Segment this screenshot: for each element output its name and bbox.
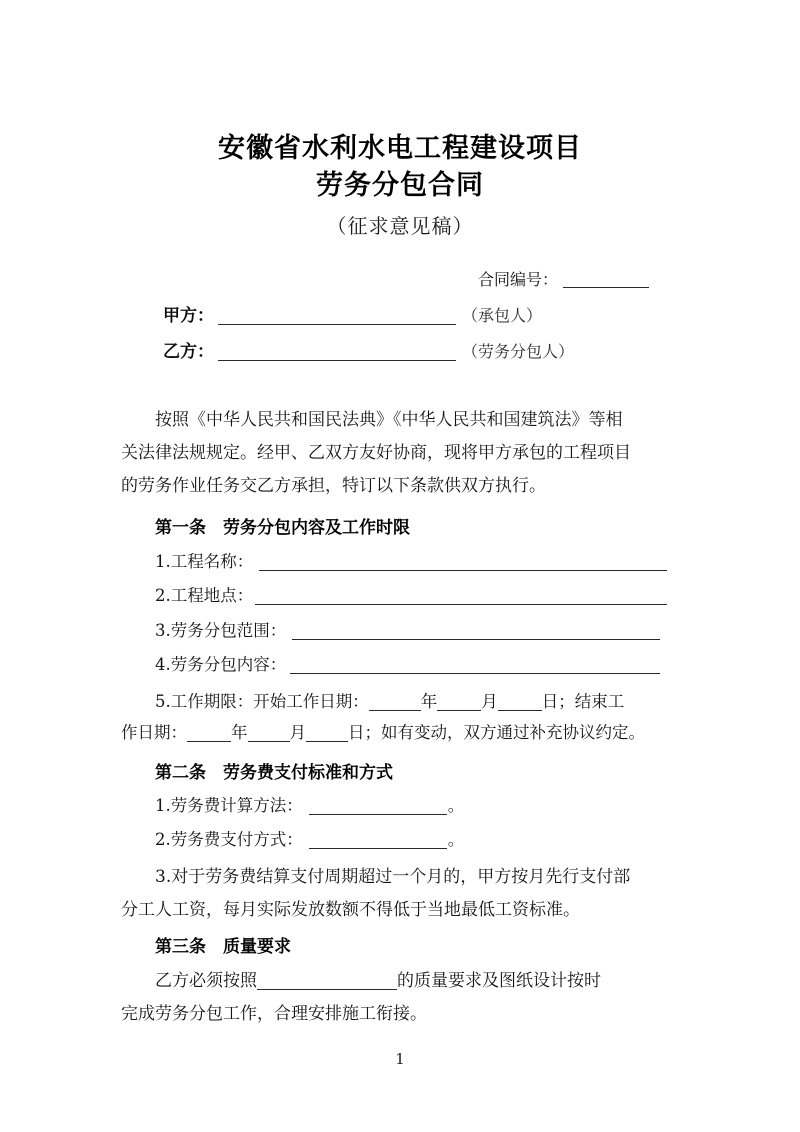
document-subtitle: （征求意见稿） bbox=[326, 214, 474, 238]
article-2-item-3-line-1: 3.对于劳务费结算支付周期超过一个月的，甲方按月先行支付部 bbox=[155, 867, 631, 887]
article-2-heading: 第二条 劳务费支付标准和方式 bbox=[155, 763, 393, 783]
quality-standard-blank[interactable] bbox=[257, 989, 397, 990]
start-year-blank[interactable] bbox=[369, 710, 421, 711]
party-a-note: （承包人） bbox=[462, 306, 543, 325]
article-1-item-1-blank[interactable] bbox=[259, 570, 667, 571]
start-month-unit: 月 bbox=[481, 692, 498, 711]
article-1-item-3 bbox=[155, 617, 660, 645]
article-1-item-1 bbox=[155, 548, 667, 576]
article-1-item-4 bbox=[155, 651, 660, 679]
article-3-line-2: 完成劳务分包工作，合理安排施工衔接。 bbox=[121, 1004, 427, 1024]
article-2-item-2 bbox=[155, 826, 464, 854]
article-1-item-3-blank[interactable] bbox=[292, 639, 660, 640]
contract-number-row bbox=[478, 268, 649, 292]
page-number: 1 bbox=[395, 1050, 405, 1068]
party-b-blank[interactable] bbox=[218, 360, 456, 361]
preamble-line-1: 按照《中华人民共和国民法典》《中华人民共和国建筑法》等相 bbox=[155, 410, 623, 430]
start-day-blank[interactable] bbox=[498, 710, 542, 711]
article-1-item-5-line-2 bbox=[121, 717, 681, 748]
article-3-line-1 bbox=[121, 965, 681, 998]
article-2-item-1-label: 1.劳务费计算方法： bbox=[155, 796, 303, 815]
article-2-item-1-blank[interactable] bbox=[309, 814, 447, 815]
article-1-item-5-prefix: 5.工作期限：开始工作日期： bbox=[155, 692, 369, 711]
contract-number-label: 合同编号： bbox=[478, 270, 559, 289]
article-2-item-1-end: 。 bbox=[447, 796, 465, 815]
article-1-item-2 bbox=[155, 582, 667, 610]
article-3-suffix: 的质量要求及图纸设计按时 bbox=[397, 971, 601, 991]
article-3-body bbox=[121, 965, 681, 1031]
end-year-blank[interactable] bbox=[187, 741, 231, 742]
start-year-unit: 年 bbox=[420, 692, 438, 711]
article-1-item-4-label: 4.劳务分包内容： bbox=[155, 655, 287, 674]
page-title-line-2: 劳务分包合同 bbox=[316, 170, 484, 201]
end-month-blank[interactable] bbox=[248, 741, 290, 742]
preamble-line-2: 关法律法规规定。经甲、乙双方友好协商，现将甲方承包的工程项目 bbox=[121, 443, 631, 463]
preamble-line-3: 的劳务作业任务交乙方承担，特订以下条款供双方执行。 bbox=[121, 476, 546, 496]
article-1-heading: 第一条 劳务分包内容及工作时限 bbox=[155, 518, 410, 538]
end-month-unit: 月 bbox=[289, 723, 306, 742]
party-a-label: 甲方： bbox=[163, 306, 214, 326]
article-2-item-3-line-2: 分工人工资，每月实际发放数额不得低于当地最低工资标准。 bbox=[121, 900, 580, 920]
party-b-note: （劳务分包人） bbox=[462, 342, 575, 361]
article-2-item-2-end: 。 bbox=[447, 830, 465, 849]
contract-number-blank[interactable] bbox=[563, 287, 649, 288]
article-1-item-3-label: 3.劳务分包范围： bbox=[155, 621, 287, 640]
title-block bbox=[60, 130, 740, 239]
party-a-blank[interactable] bbox=[218, 324, 456, 325]
article-1-item-1-label: 1.工程名称： bbox=[155, 552, 254, 571]
start-month-blank[interactable] bbox=[437, 710, 481, 711]
article-2-item-3 bbox=[121, 861, 681, 927]
article-2-item-1 bbox=[155, 792, 464, 820]
party-b-label: 乙方： bbox=[163, 342, 214, 362]
article-2-item-2-blank[interactable] bbox=[309, 848, 447, 849]
page-title-line-1: 安徽省水利水电工程建设项目 bbox=[218, 133, 582, 164]
article-2-item-2-label: 2.劳务费支付方式： bbox=[155, 830, 303, 849]
article-1-item-5 bbox=[121, 686, 681, 748]
preamble-paragraph bbox=[121, 404, 681, 503]
article-1-item-5-end-prefix: 作日期： bbox=[121, 723, 187, 742]
article-1-item-2-blank[interactable] bbox=[255, 604, 667, 605]
article-3-heading: 第三条 质量要求 bbox=[155, 937, 291, 957]
article-1-item-5-line-1 bbox=[121, 686, 681, 717]
article-3-prefix: 乙方必须按照 bbox=[155, 971, 257, 991]
article-1-item-4-blank[interactable] bbox=[290, 673, 660, 674]
article-1-item-2-label: 2.工程地点： bbox=[155, 586, 254, 605]
end-day-blank[interactable] bbox=[306, 741, 348, 742]
party-b-row bbox=[163, 339, 574, 365]
start-day-unit: 日；结束工 bbox=[541, 692, 625, 711]
end-day-unit: 日；如有变动，双方通过补充协议约定。 bbox=[348, 723, 645, 742]
end-year-unit: 年 bbox=[231, 723, 248, 742]
party-a-row bbox=[163, 303, 542, 329]
